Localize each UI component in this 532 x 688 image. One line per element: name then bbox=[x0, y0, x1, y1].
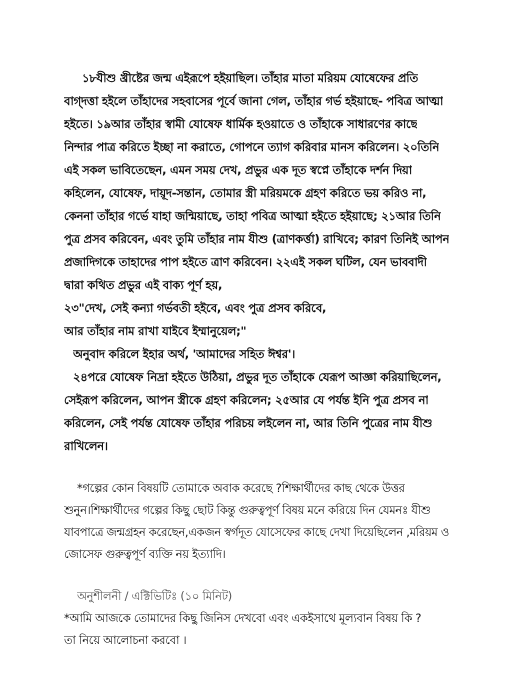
passage-line: দ্বারা কথিত প্রভুর এই বাক্য পূর্ণ হয়, bbox=[64, 278, 223, 292]
quote-line: আর তাঁহার নাম রাখা যাইবে ইম্মানুয়েল;" bbox=[64, 324, 247, 338]
passage-line: এই সকল ভাবিতেছেন, এমন সময় দেখ, প্রভুর এক দূত স্বপ্নে তাঁহাকে দর্শন দিয়া bbox=[64, 163, 412, 177]
passage-line: সেইরূপ করিলেন, আপন স্ত্রীকে গ্রহণ করিলেন; ২৫আর যে পর্যন্ত ইনি পুত্র প্রসব না bbox=[64, 393, 429, 407]
passage-line: কেননা তাঁহার গর্ভে যাহা জন্মিয়াছে, তাহা পবিত্র আত্মা হইতে হইয়াছে; ২১আর তিনি bbox=[64, 209, 441, 223]
passage-line: প্রজাদিগকে তাহাদের পাপ হইতে ত্রাণ করিবেন। ২২এই সকল ঘটিল, যেন ভাববাদী bbox=[64, 255, 427, 269]
activity-heading: অনুশীলনী / এক্টিভিটিঃ (১০ মিনিট) bbox=[77, 589, 232, 603]
activity-line: *আমি আজকে তোমাদের কিছু জিনিস দেখবো এবং একইসাথে মূল্যবান বিষয় কি ? bbox=[64, 611, 422, 625]
discussion-line: যাবপাত্রে জন্মগ্রহন করেছেন,একজন স্বর্গদূত যোসেফের কাছে দেখা দিয়েছিলেন ,মরিয়ম ও bbox=[64, 525, 449, 539]
passage-line: ২৪পরে যোষেফ নিদ্রা হইতে উঠিয়া, প্রভুর দূত তাঁহাকে যেরূপ আজ্ঞা করিয়াছিলেন, bbox=[73, 370, 442, 384]
passage-line: কহিলেন, যোষেফ, দায়ূদ-সন্তান, তোমার স্ত্রী মরিয়মকে গ্রহণ করিতে ভয় করিও না, bbox=[64, 186, 427, 200]
passage-line: রাখিলেন। bbox=[64, 439, 108, 453]
passage-line: হইতে। ১৯আর তাঁহার স্বামী যোষেফ ধার্মিক হওয়াতে ও তাঁহাকে সাধারণের কাছে bbox=[64, 117, 418, 131]
passage-line: পুত্র প্রসব করিবেন, এবং তুমি তাঁহার নাম যীশু (ত্রাণকর্ত্তা) রাখিবে; কারণ তিনিই আপন bbox=[64, 232, 450, 246]
discussion-line: জোসেফ গুরুত্বপূর্ণ ব্যক্তি নয় ইত্যাদি। bbox=[64, 547, 226, 561]
discussion-question-line: *গল্পের কোন বিষয়টি তোমাকে অবাক করেছে ?শিক্ষার্থীদের কাছ থেকে উত্তর bbox=[77, 481, 405, 495]
translation-line: অনুবাদ করিলে ইহার অর্থ, 'আমাদের সহিত ঈশ্বর'। bbox=[73, 347, 296, 361]
passage-line: করিলেন, সেই পর্যন্ত যোষেফ তাঁহার পরিচয় লইলেন না, আর তিনি পুত্রের নাম যীশু bbox=[64, 416, 433, 430]
activity-line: তা নিয়ে আলোচনা করবো । bbox=[64, 633, 187, 647]
quote-line: ২৩"দেখ, সেই কন্যা গর্ভবতী হইবে, এবং পুত্র প্রসব করিবে, bbox=[64, 301, 327, 315]
passage-line: বাগ্‌দত্তা হইলে তাঁহাদের সহবাসের পূর্বে জানা গেল, তাঁহার গর্ভ হইয়াছে- পবিত্র আত্মা bbox=[64, 94, 444, 108]
passage-line: নিন্দার পাত্র করিতে ইচ্ছা না করাতে, গোপনে ত্যাগ করিবার মানস করিলেন। ২০তিনি bbox=[64, 140, 440, 154]
discussion-line: শুনুন।শিক্ষার্থীদের গল্পের কিছু ছোট কিন্তু গুরুত্বপূর্ণ বিষয় মনে করিয়ে দিন যেমনঃ যীশু bbox=[64, 503, 431, 517]
passage-line: ১৮যীশু খ্রীষ্টের জন্ম এইরূপে হইয়াছিল। তাঁহার মাতা মরিয়ম যোষেফের প্রতি bbox=[82, 71, 419, 85]
